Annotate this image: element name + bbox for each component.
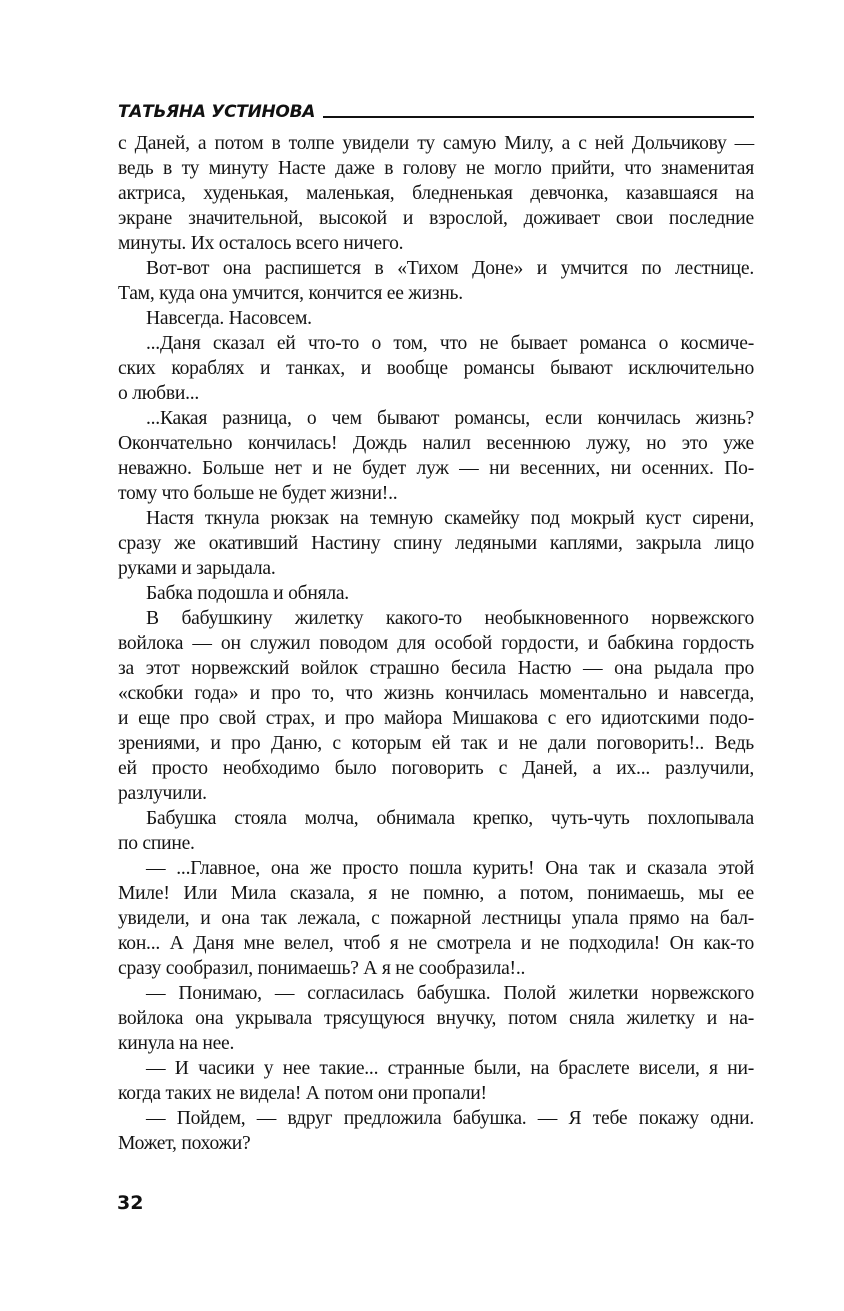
text-line: по спине. xyxy=(118,833,195,854)
text-line: кинула на нее. xyxy=(118,1033,235,1054)
text-line: ведь в ту минуту Насте даже в голову не могло прийти, что знаменитая xyxy=(118,158,754,179)
text-line: минуты. Их осталось всего ничего. xyxy=(118,233,404,254)
text-line: Окончательно кончилась! Дождь налил весеннюю лужу, но это уже xyxy=(118,433,754,454)
running-head-author: ТАТЬЯНА УСТИНОВА xyxy=(118,102,316,122)
text-line: — ...Главное, она же просто пошла курить! Она так и сказала этой xyxy=(146,858,754,879)
text-line: Вот-вот она распишется в «Тихом Доне» и умчится по лестнице. xyxy=(146,258,754,279)
text-line: руками и зарыдала. xyxy=(118,558,276,579)
text-line: ...Даня сказал ей что-то о том, что не бывает романса о космиче- xyxy=(146,333,754,354)
text-line: зрениями, и про Даню, с которым ей так и не дали поговорить!.. Ведь xyxy=(118,733,754,754)
text-line: — Пойдем, — вдруг предложила бабушка. — Я тебе покажу одни. xyxy=(146,1108,754,1129)
text-line: увидели, и она так лежала, с пожарной лестницы упала прямо на бал- xyxy=(118,908,754,929)
text-line: о любви... xyxy=(118,383,200,404)
text-line: экране значительной, высокой и взрослой, доживает свои последние xyxy=(118,208,754,229)
body-text xyxy=(118,131,754,1156)
text-line: кон... А Даня мне велел, чтоб я не смотрела и не подходила! Он как-то xyxy=(118,933,754,954)
text-line: «скобки года» и про то, что жизнь кончилась моментально и навсегда, xyxy=(118,683,754,704)
text-line: Может, похожи? xyxy=(118,1133,251,1154)
text-line: актриса, худенькая, маленькая, бледненькая девчонка, казавшаяся на xyxy=(118,183,754,204)
text-line: В бабушкину жилетку какого-то необыкновенного норвежского xyxy=(146,608,754,629)
text-line: ей просто необходимо было поговорить с Даней, а их... разлучили, xyxy=(118,758,754,779)
text-line: ских кораблях и танках, и вообще романсы бывают исключительно xyxy=(118,358,754,379)
text-line: Бабушка стояла молча, обнимала крепко, чуть-чуть похлопывала xyxy=(146,808,754,829)
text-line: Настя ткнула рюкзак на темную скамейку под мокрый куст сирени, xyxy=(146,508,754,529)
running-head xyxy=(118,96,754,122)
text-line: сразу же окативший Настину спину ледяными каплями, закрыла лицо xyxy=(118,533,754,554)
text-line: Там, куда она умчится, кончится ее жизнь. xyxy=(118,283,463,304)
text-line: ...Какая разница, о чем бывают романсы, если кончилась жизнь? xyxy=(146,408,754,429)
text-line: войлока она укрывала трясущуюся внучку, потом сняла жилетку и на- xyxy=(118,1008,754,1029)
text-line: когда таких не видела! А потом они пропали! xyxy=(118,1083,487,1104)
text-line: сразу сообразил, понимаешь? А я не сообразила!.. xyxy=(118,958,526,979)
page-number: 32 xyxy=(117,1192,144,1214)
text-line: войлока — он служил поводом для особой гордости, и бабкина гордость xyxy=(118,633,754,654)
text-line: с Даней, а потом в толпе увидели ту самую Милу, а с ней Дольчикову — xyxy=(118,133,754,154)
header-rule xyxy=(323,116,754,118)
text-line: Навсегда. Насовсем. xyxy=(146,308,312,329)
text-line: Миле! Или Мила сказала, я не помню, а потом, понимаешь, мы ее xyxy=(118,883,754,904)
text-line: неважно. Больше нет и не будет луж — ни весенних, ни осенних. По- xyxy=(118,458,754,479)
text-line: и еще про свой страх, и про майора Мишакова с его идиотскими подо- xyxy=(118,708,754,729)
text-line: Бабка подошла и обняла. xyxy=(146,583,349,604)
text-line: — Понимаю, — согласилась бабушка. Полой жилетки норвежского xyxy=(146,983,754,1004)
text-line: тому что больше не будет жизни!.. xyxy=(118,483,398,504)
text-line: — И часики у нее такие... странные были, на браслете висели, я ни- xyxy=(146,1058,754,1079)
text-line: за этот норвежский войлок страшно бесила Настю — она рыдала про xyxy=(118,658,754,679)
text-line: разлучили. xyxy=(118,783,207,804)
